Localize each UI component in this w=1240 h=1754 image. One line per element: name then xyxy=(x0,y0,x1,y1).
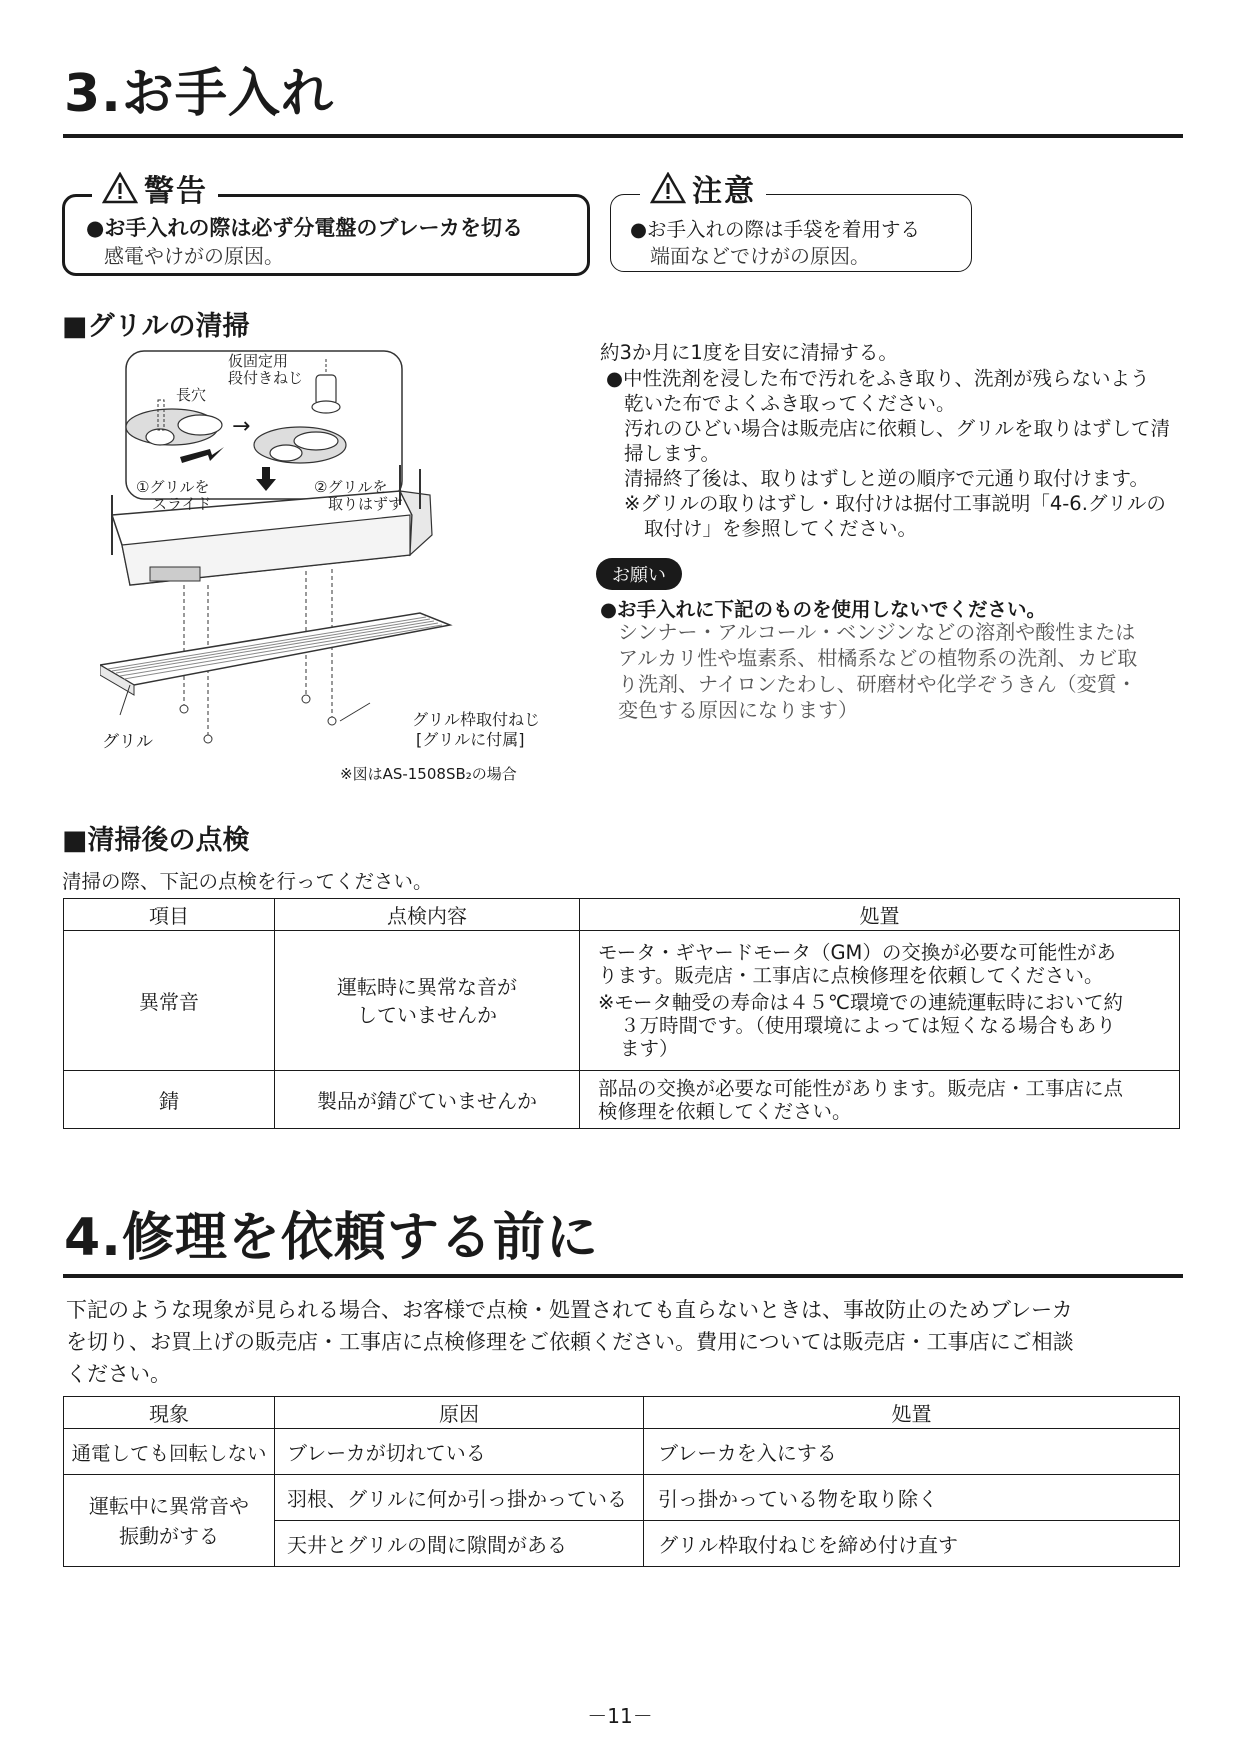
grille-intro: 約3か月に1度を目安に清掃する。 xyxy=(600,341,898,364)
trouble-cause-3: 天井とグリルの間に隙間がある xyxy=(275,1521,644,1567)
table-row xyxy=(64,1429,1180,1475)
figure-caption: ※図はAS-1508SB₂の場合 xyxy=(340,765,517,783)
caution-heading xyxy=(640,168,766,208)
table-row xyxy=(64,931,1180,1071)
inspection-header-row xyxy=(64,899,1180,931)
warning-reason: 感電やけがの原因。 xyxy=(104,244,284,268)
inspection-check-noise xyxy=(275,931,580,1071)
label-grille: グリル xyxy=(102,732,153,752)
label-slot: 長穴 xyxy=(176,386,207,404)
label-step2-1: ②グリルを xyxy=(314,478,388,496)
grille-removal-figure xyxy=(100,345,570,790)
section3-title: 3.お手入れ xyxy=(64,64,334,124)
inspection-action-noise-1: モータ・ギヤードモータ（GM）の交換が必要な可能性があ xyxy=(598,941,1116,964)
inspection-item-noise: 異常音 xyxy=(64,931,275,1071)
warning-bullet: ●お手入れの際は必ず分電盤のブレーカを切る xyxy=(86,216,524,240)
table-row xyxy=(64,1071,1180,1129)
trouble-symptom-2-line-2: 振動がする xyxy=(119,1523,219,1548)
trouble-symptom-1: 通電しても回転しない xyxy=(64,1429,275,1475)
caution-bullet: ●お手入れの際は手袋を着用する xyxy=(630,218,921,241)
warning-triangle-icon xyxy=(102,172,138,204)
troubleshooting-header-row xyxy=(64,1397,1180,1429)
inspection-intro: 清掃の際、下記の点検を行ってください。 xyxy=(62,870,433,893)
section4-title: 4.修理を依頼する前に xyxy=(64,1208,599,1268)
caution-triangle-icon xyxy=(650,172,686,204)
inspection-action-noise xyxy=(580,931,1180,1071)
request-line-3: り洗剤、ナイロンたわし、研磨材や化学ぞうきん（変質・ xyxy=(618,672,1137,696)
grille-line-1: 乾いた布でよくふき取ってください。 xyxy=(624,392,956,415)
inspection-heading: ■清掃後の点検 xyxy=(62,825,250,856)
warning-heading xyxy=(92,168,218,208)
label-temp-screw-1: 仮固定用 xyxy=(228,352,289,370)
request-bullet: ●お手入れに下記のものを使用しないでください。 xyxy=(600,598,1047,621)
label-screw-1: グリル枠取付ねじ xyxy=(412,710,541,729)
request-badge: お願い xyxy=(596,558,682,590)
inspection-action-rust-1: 部品の交換が必要な可能性があります。販売店・工事店に点 xyxy=(598,1076,1123,1100)
section4-intro-2: を切り、お買上げの販売店・工事店に点検修理をご依頼ください。費用については販売店・工事店にご相談 xyxy=(66,1330,1074,1354)
caution-reason: 端面などでけがの原因。 xyxy=(650,244,870,268)
inspection-check-noise-1: 運転時に異常な音が xyxy=(337,974,517,999)
svg-text:→: → xyxy=(232,414,251,439)
trouble-symptom-2-line-1: 運転中に異常音や xyxy=(89,1493,249,1518)
grille-line-3: 掃します。 xyxy=(624,442,720,465)
trouble-symptom-2 xyxy=(64,1475,275,1567)
troubleshooting-table xyxy=(63,1396,1180,1567)
grille-line-4: 清掃終了後は、取りはずしと逆の順序で元通り取付けます。 xyxy=(624,467,1149,490)
trouble-header-symptom: 現象 xyxy=(64,1397,275,1429)
grille-note-1: ※グリルの取りはずし・取付けは据付工事説明「4-6.グリルの xyxy=(624,492,1166,515)
section4-intro-1: 下記のような現象が見られる場合、お客様で点検・処置されても直らないときは、事故防止のためブレーカ xyxy=(66,1298,1073,1322)
section3-title-rule xyxy=(63,134,1183,138)
inspection-check-noise-2: していませんか xyxy=(357,1002,497,1027)
request-line-1: シンナー・アルコール・ベンジンなどの溶剤や酸性または xyxy=(618,620,1136,644)
grille-bullet: ●中性洗剤を浸した布で汚れをふき取り、洗剤が残らないよう xyxy=(606,367,1150,390)
inspection-header-item: 項目 xyxy=(64,899,275,931)
section4-title-rule xyxy=(63,1274,1183,1278)
inspection-header-check: 点検内容 xyxy=(275,899,580,931)
inspection-action-rust xyxy=(580,1071,1180,1129)
trouble-action-3: グリル枠取付ねじを締め付け直す xyxy=(644,1521,1180,1567)
page-number: －11－ xyxy=(587,1704,653,1728)
inspection-action-noise-3: ※モータ軸受の寿命は４５℃環境での連続運転時において約 xyxy=(598,991,1123,1014)
inspection-action-noise-2: ります。販売店・工事店に点検修理を依頼してください。 xyxy=(598,964,1104,987)
inspection-item-rust: 錆 xyxy=(64,1071,275,1129)
trouble-action-1: ブレーカを入にする xyxy=(644,1429,1180,1475)
inspection-check-rust: 製品が錆びていませんか xyxy=(275,1071,580,1129)
label-step1-2: スライド xyxy=(152,495,212,513)
grille-cleaning-heading: ■グリルの清掃 xyxy=(62,311,250,342)
trouble-action-2: 引っ掛かっている物を取り除く xyxy=(644,1475,1180,1521)
section4-intro-3: ください。 xyxy=(66,1362,171,1386)
inspection-action-rust-2: 検修理を依頼してください。 xyxy=(598,1099,852,1123)
inspection-table xyxy=(63,898,1180,1129)
table-row xyxy=(64,1475,1180,1521)
caution-heading-text: 注意 xyxy=(692,174,756,209)
trouble-header-cause: 原因 xyxy=(275,1397,644,1429)
trouble-cause-1: ブレーカが切れている xyxy=(275,1429,644,1475)
inspection-action-noise-5: ます） xyxy=(620,1037,679,1060)
label-screw-2: [グリルに付属] xyxy=(416,730,525,749)
inspection-action-noise-4: ３万時間です。（使用環境によっては短くなる場合もあり xyxy=(620,1014,1116,1037)
label-step2-2: 取りはずす xyxy=(328,495,404,513)
request-line-2: アルカリ性や塩素系、柑橘系などの植物系の洗剤、カビ取 xyxy=(618,646,1138,670)
request-line-4: 変色する原因になります） xyxy=(618,698,858,722)
warning-heading-text: 警告 xyxy=(144,174,208,209)
label-step1-1: ①グリルを xyxy=(136,478,210,496)
grille-note-2: 取付け」を参照してください。 xyxy=(644,517,918,540)
trouble-header-action: 処置 xyxy=(644,1397,1180,1429)
grille-line-2: 汚れのひどい場合は販売店に依頼し、グリルを取りはずして清 xyxy=(624,417,1171,440)
section4-intro xyxy=(66,1294,1074,1390)
trouble-cause-2: 羽根、グリルに何か引っ掛かっている xyxy=(275,1475,644,1521)
label-temp-screw-2: 段付きねじ xyxy=(228,369,304,387)
inspection-header-action: 処置 xyxy=(580,899,1180,931)
